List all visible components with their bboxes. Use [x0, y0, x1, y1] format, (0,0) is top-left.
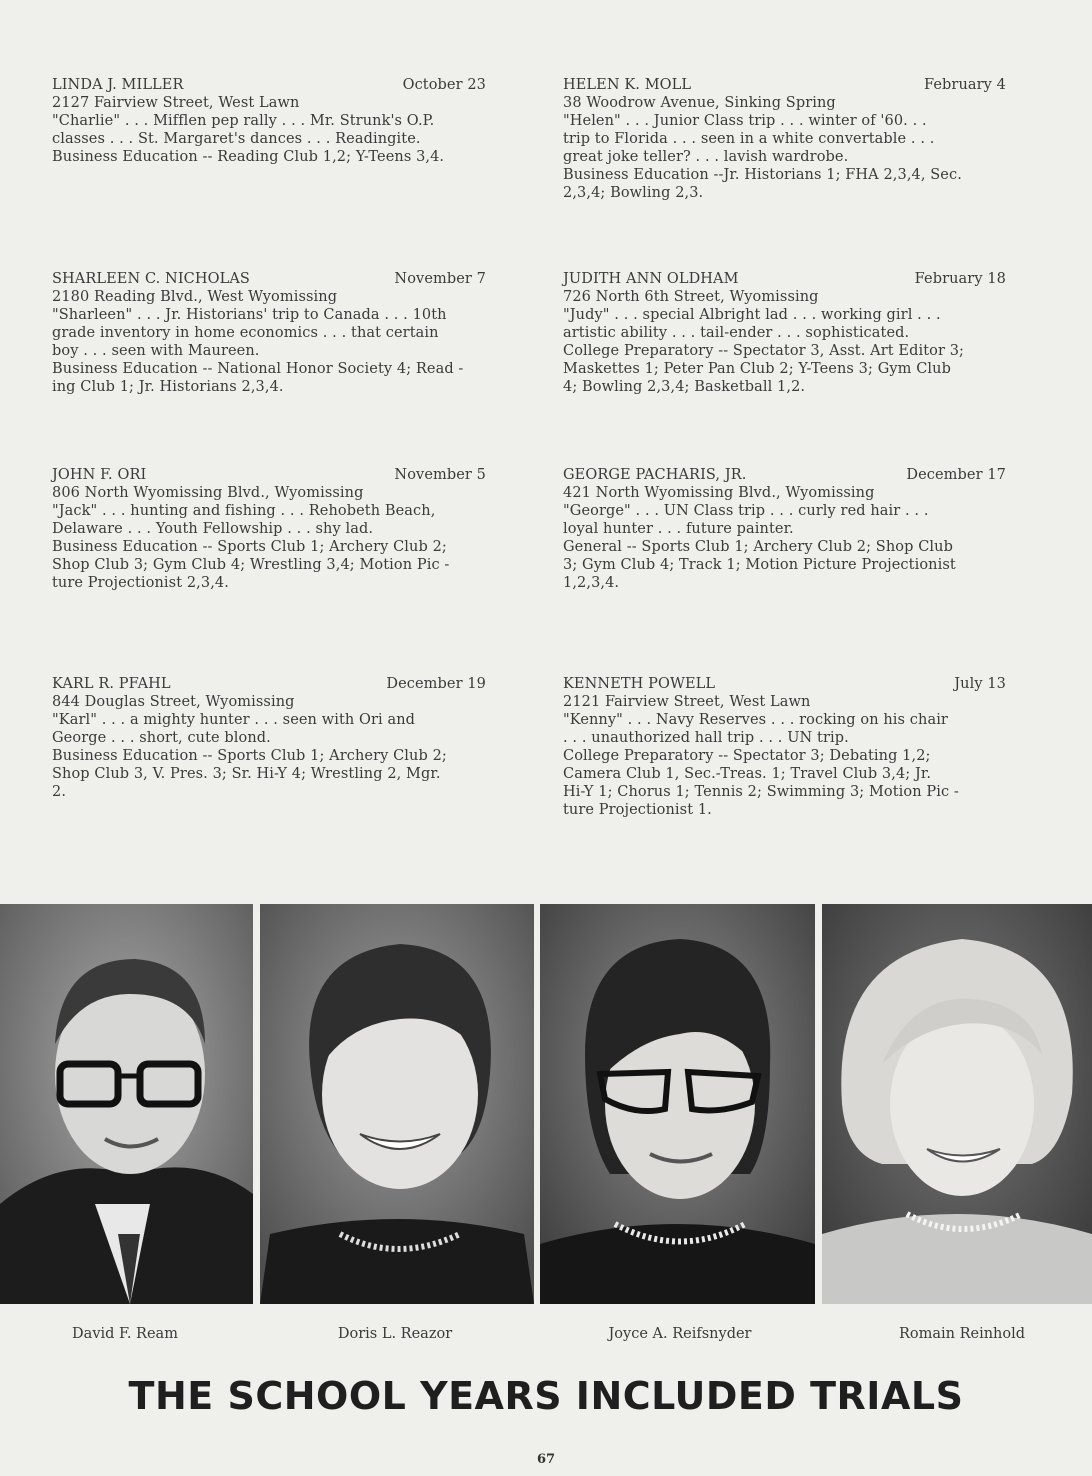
- entry-line: 844 Douglas Street, Wyomissing: [52, 694, 295, 710]
- portrait-caption: David F. Ream: [72, 1326, 178, 1342]
- entry-line: College Preparatory -- Spectator 3, Asst. Art Editor 3;: [563, 343, 964, 359]
- entry-birthday: December 17: [906, 467, 1006, 483]
- page-number: 67: [536, 1452, 556, 1467]
- senior-entry-ori: [52, 466, 486, 592]
- entry-line: 3; Gym Club 4; Track 1; Motion Picture Projectionist: [563, 557, 956, 573]
- entry-name: KARL R. PFAHL: [52, 676, 171, 692]
- entry-line: . . . unauthorized hall trip . . . UN trip.: [563, 730, 849, 746]
- portrait-photo-ream: [0, 904, 253, 1304]
- entry-line: "Karl" . . . a mighty hunter . . . seen with Ori and: [52, 712, 416, 728]
- entry-line: artistic ability . . . tail-ender . . . sophisticated.: [563, 325, 910, 341]
- entry-line: 726 North 6th Street, Wyomissing: [563, 289, 819, 305]
- entry-name: JUDITH ANN OLDHAM: [563, 271, 739, 287]
- portrait-caption: Doris L. Reazor: [337, 1326, 453, 1342]
- senior-entry-nicholas: [52, 270, 486, 396]
- entry-line: 2,3,4; Bowling 2,3.: [563, 185, 704, 201]
- entry-birthday: December 19: [386, 676, 486, 692]
- entry-line: "Jack" . . . hunting and fishing . . . Rehobeth Beach,: [52, 503, 436, 519]
- entry-line: ing Club 1; Jr. Historians 2,3,4.: [52, 379, 284, 395]
- entry-line: 2121 Fairview Street, West Lawn: [563, 694, 811, 710]
- entry-line: "Kenny" . . . Navy Reserves . . . rocking on his chair: [563, 712, 948, 728]
- portrait-caption: Joyce A. Reifsnyder: [608, 1326, 752, 1342]
- entry-name: JOHN F. ORI: [52, 467, 147, 483]
- entry-line: classes . . . St. Margaret's dances . . . Readingite.: [52, 131, 421, 147]
- entry-line: 2127 Fairview Street, West Lawn: [52, 95, 300, 111]
- entry-line: College Preparatory -- Spectator 3; Debating 1,2;: [563, 748, 931, 764]
- senior-entry-pfahl: [52, 675, 486, 801]
- entry-line: 2.: [52, 784, 67, 800]
- entry-line: 2180 Reading Blvd., West Wyomissing: [52, 289, 338, 305]
- entry-birthday: November 5: [394, 467, 486, 483]
- portrait-photo-reinhold: [822, 904, 1092, 1304]
- entry-name: GEORGE PACHARIS, JR.: [563, 467, 747, 483]
- entry-line: loyal hunter . . . future painter.: [563, 521, 794, 537]
- entry-line: "Helen" . . . Junior Class trip . . . winter of '60. . .: [563, 113, 927, 129]
- senior-entry-miller: [52, 76, 486, 166]
- entry-line: boy . . . seen with Maureen.: [52, 343, 260, 359]
- entry-line: 4; Bowling 2,3,4; Basketball 1,2.: [563, 379, 806, 395]
- senior-entry-moll: [563, 76, 1006, 202]
- entry-line: 421 North Wyomissing Blvd., Wyomissing: [563, 485, 875, 501]
- entry-line: Hi-Y 1; Chorus 1; Tennis 2; Swimming 3; Motion Pic -: [563, 784, 959, 800]
- entry-line: Business Education -- Sports Club 1; Archery Club 2;: [52, 539, 447, 555]
- entry-birthday: February 4: [923, 77, 1006, 93]
- senior-entry-oldham: [563, 270, 1006, 396]
- entry-line: Business Education -- Sports Club 1; Archery Club 2;: [52, 748, 447, 764]
- entry-line: "Judy" . . . special Albright lad . . . working girl . . .: [563, 307, 941, 323]
- entry-line: trip to Florida . . . seen in a white convertable . . .: [563, 131, 935, 147]
- entry-birthday: February 18: [914, 271, 1006, 287]
- senior-entry-pacharis: [563, 466, 1006, 592]
- entry-name: HELEN K. MOLL: [563, 77, 692, 93]
- entry-name: KENNETH POWELL: [563, 676, 716, 692]
- entry-line: Business Education -- National Honor Society 4; Read -: [52, 361, 464, 377]
- entry-line: Business Education --Jr. Historians 1; FHA 2,3,4, Sec.: [563, 167, 962, 183]
- entry-line: grade inventory in home economics . . . that certain: [52, 325, 439, 341]
- entry-name: SHARLEEN C. NICHOLAS: [52, 271, 250, 287]
- entry-line: Delaware . . . Youth Fellowship . . . shy lad.: [52, 521, 374, 537]
- entry-line: Shop Club 3, V. Pres. 3; Sr. Hi-Y 4; Wrestling 2, Mgr.: [52, 766, 441, 782]
- entry-name: LINDA J. MILLER: [52, 77, 184, 93]
- entry-line: ture Projectionist 1.: [563, 802, 712, 818]
- entry-line: 1,2,3,4.: [563, 575, 620, 591]
- entry-birthday: October 23: [402, 77, 486, 93]
- entry-line: great joke teller? . . . lavish wardrobe.: [563, 149, 849, 165]
- portrait-photo-reazor: [260, 904, 534, 1304]
- entry-line: "Charlie" . . . Mifflen pep rally . . . Mr. Strunk's O.P.: [52, 113, 435, 129]
- page-headline: THE SCHOOL YEARS INCLUDED TRIALS: [128, 1374, 964, 1418]
- entry-line: George . . . short, cute blond.: [52, 730, 271, 746]
- entry-birthday: November 7: [394, 271, 486, 287]
- portrait-caption: Romain Reinhold: [898, 1326, 1026, 1342]
- entry-line: "Sharleen" . . . Jr. Historians' trip to Canada . . . 10th: [52, 307, 447, 323]
- entry-line: 38 Woodrow Avenue, Sinking Spring: [563, 95, 836, 111]
- entry-line: ture Projectionist 2,3,4.: [52, 575, 229, 591]
- entry-line: "George" . . . UN Class trip . . . curly red hair . . .: [563, 503, 929, 519]
- entry-line: 806 North Wyomissing Blvd., Wyomissing: [52, 485, 364, 501]
- senior-entry-powell: [563, 675, 1006, 819]
- entry-line: Camera Club 1, Sec.-Treas. 1; Travel Club 3,4; Jr.: [563, 766, 932, 782]
- portrait-photo-reifsnyder: [540, 904, 815, 1304]
- entry-birthday: July 13: [954, 676, 1006, 692]
- entry-line: Maskettes 1; Peter Pan Club 2; Y-Teens 3; Gym Club: [563, 361, 951, 377]
- entry-line: Business Education -- Reading Club 1,2; Y-Teens 3,4.: [52, 149, 445, 165]
- entry-line: General -- Sports Club 1; Archery Club 2; Shop Club: [563, 539, 953, 555]
- entry-line: Shop Club 3; Gym Club 4; Wrestling 3,4; Motion Pic -: [52, 557, 450, 573]
